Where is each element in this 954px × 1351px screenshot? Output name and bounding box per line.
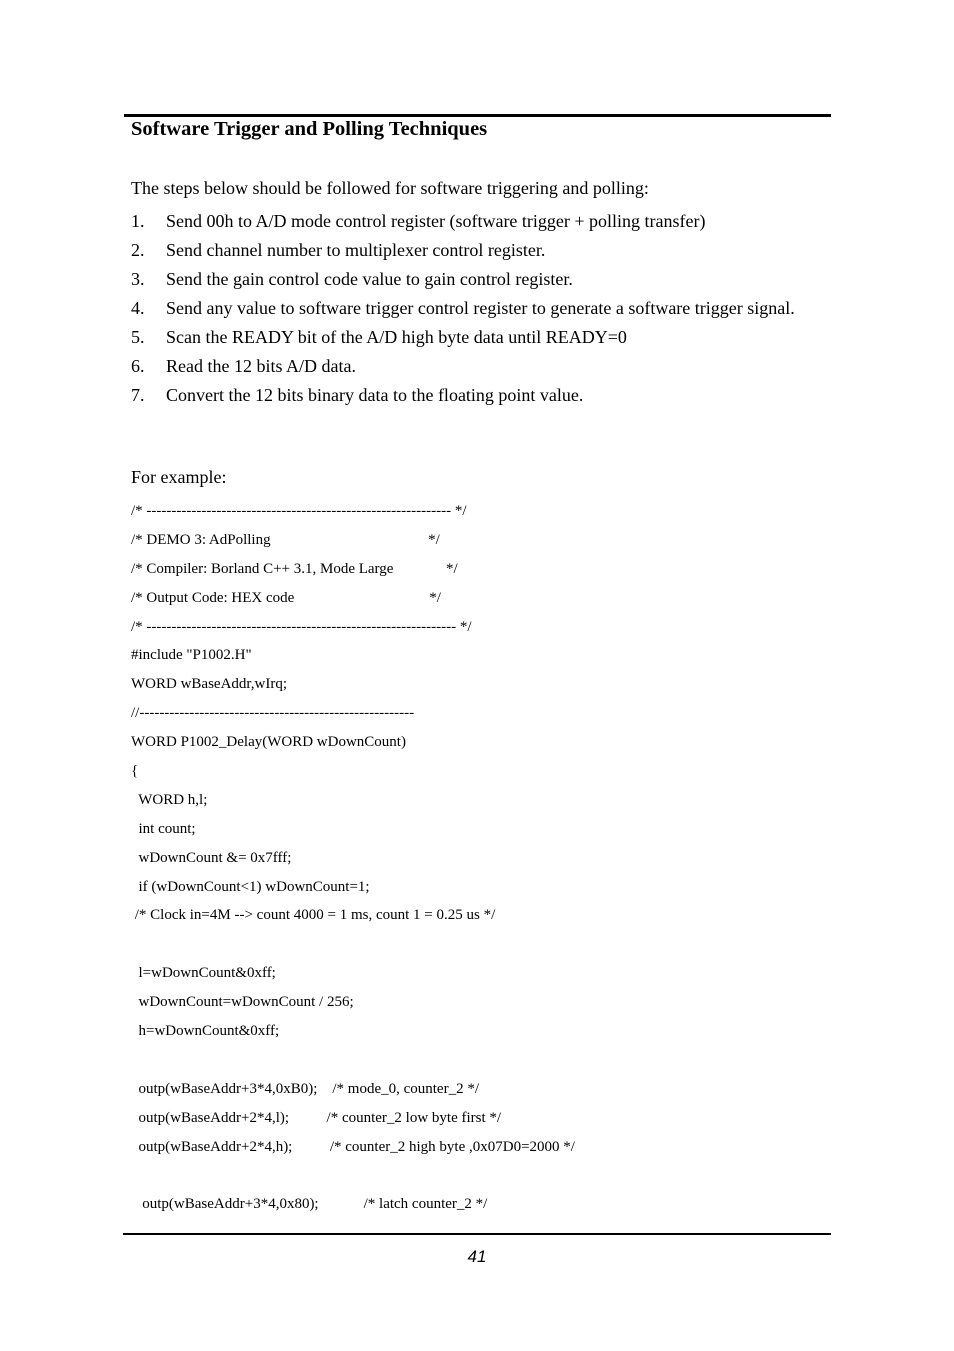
code-line: WORD wBaseAddr,wIrq;	[131, 676, 288, 693]
code-line	[131, 930, 575, 959]
step-number: 7.	[131, 385, 145, 405]
list-item	[131, 323, 811, 352]
code-line	[131, 1161, 575, 1190]
example-label: For example:	[131, 467, 227, 487]
code-line: outp(wBaseAddr+2*4,l); /* counter_2 low byte first */	[131, 1109, 502, 1126]
step-text: Scan the READY bit of the A/D high byte data until READY=0	[166, 327, 627, 347]
code-line: if (wDownCount<1) wDownCount=1;	[131, 878, 370, 895]
list-item	[131, 207, 811, 236]
code-line: l=wDownCount&0xff;	[131, 965, 276, 982]
code-line: /* -------------------------------------------------------------- */	[131, 618, 472, 635]
step-text: Send the gain control code value to gain control register.	[166, 269, 573, 289]
step-number: 5.	[131, 327, 145, 347]
code-line: outp(wBaseAddr+2*4,h); /* counter_2 high byte ,0x07D0=2000 */	[131, 1138, 575, 1155]
code-line: wDownCount &= 0x7fff;	[131, 849, 292, 866]
code-line: /* Output Code: HEX code */	[131, 589, 441, 606]
step-number: 1.	[131, 211, 145, 231]
code-line	[131, 1046, 575, 1075]
section-heading: Software Trigger and Polling Techniques	[131, 118, 488, 140]
code-line: outp(wBaseAddr+3*4,0x80); /* latch counter_2 */	[131, 1196, 488, 1213]
top-rule	[124, 114, 831, 117]
list-item	[131, 352, 811, 381]
code-line: /* ------------------------------------------------------------- */	[131, 503, 467, 519]
steps-list	[131, 207, 811, 410]
step-text: Convert the 12 bits binary data to the floating point value.	[166, 385, 584, 405]
code-line: {	[131, 763, 139, 780]
step-number: 3.	[131, 269, 145, 289]
code-line: WORD P1002_Delay(WORD wDownCount)	[131, 734, 406, 751]
step-text: Send any value to software trigger control register to generate a software trigger signal.	[166, 298, 795, 318]
code-line: /* Compiler: Borland C++ 3.1, Mode Large */	[131, 560, 458, 577]
step-number: 4.	[131, 298, 145, 318]
code-line: /* DEMO 3: AdPolling */	[131, 531, 440, 548]
code-line: outp(wBaseAddr+3*4,0xB0); /* mode_0, counter_2 */	[131, 1080, 479, 1097]
code-line: /* Clock in=4M --> count 4000 = 1 ms, count 1 = 0.25 us */	[131, 907, 496, 924]
code-listing	[131, 497, 575, 1219]
step-number: 6.	[131, 356, 145, 376]
code-line: int count;	[131, 820, 196, 837]
list-item	[131, 294, 811, 323]
list-item	[131, 381, 811, 410]
code-line: //-------------------------------------------------------	[131, 705, 415, 722]
bottom-rule	[123, 1233, 831, 1235]
step-text: Send 00h to A/D mode control register (software trigger + polling transfer)	[166, 211, 706, 231]
code-line: WORD h,l;	[131, 791, 208, 808]
intro-paragraph: The steps below should be followed for software triggering and polling:	[131, 178, 649, 198]
code-line: h=wDownCount&0xff;	[131, 1023, 280, 1040]
code-line: #include "P1002.H"	[131, 647, 252, 664]
list-item	[131, 265, 811, 294]
step-number: 2.	[131, 240, 145, 260]
list-item	[131, 236, 811, 265]
code-line: wDownCount=wDownCount / 256;	[131, 994, 354, 1011]
page-number: 41	[467, 1247, 487, 1266]
step-text: Send channel number to multiplexer control register.	[166, 240, 546, 260]
step-text: Read the 12 bits A/D data.	[166, 356, 356, 376]
